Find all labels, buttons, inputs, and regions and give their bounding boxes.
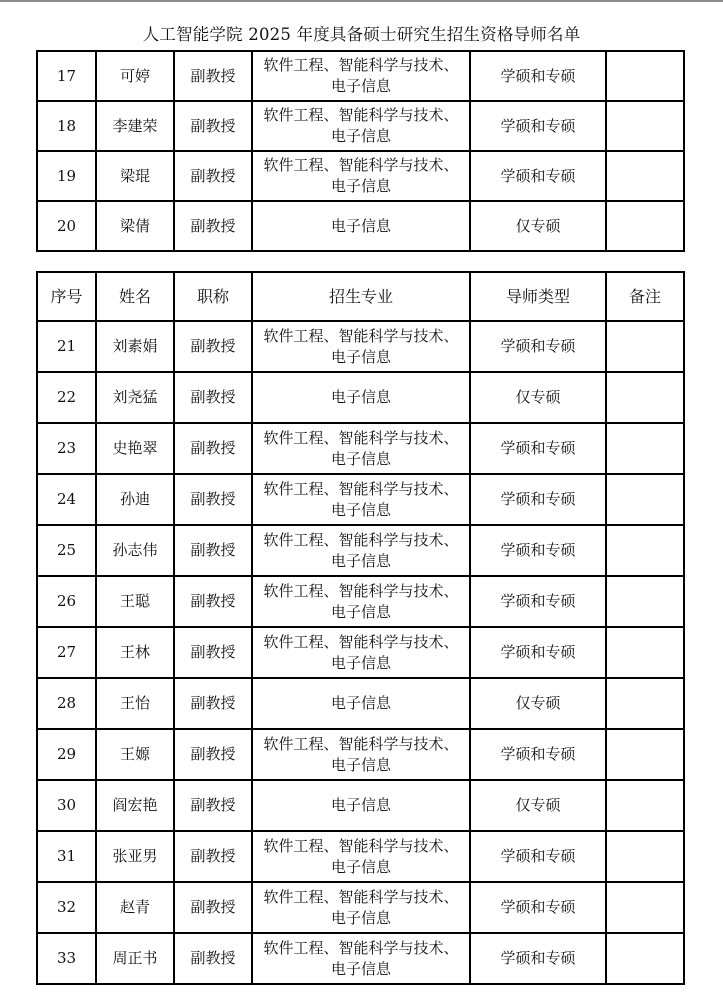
- table-row: [37, 729, 684, 780]
- table-row: [37, 101, 684, 151]
- cell-name: 张亚男: [96, 831, 174, 882]
- major-line-2: 电子信息: [330, 857, 391, 876]
- cell-no: 31: [37, 831, 96, 882]
- cell-name: 孙迪: [96, 474, 174, 525]
- cell-no: 20: [37, 201, 96, 251]
- cell-name: 可婷: [96, 51, 174, 101]
- cell-no: 22: [37, 372, 96, 423]
- cell-note: [606, 151, 684, 201]
- cell-name: 史艳翠: [96, 423, 174, 474]
- table-row: [37, 831, 684, 882]
- cell-title: 副教授: [174, 321, 252, 372]
- cell-title: 副教授: [174, 372, 252, 423]
- major-line-1: 软件工程、智能科学与技术、: [263, 581, 459, 600]
- cell-advisor-type: 学硕和专硕: [470, 882, 606, 933]
- cell-no: 28: [37, 678, 96, 729]
- major-line-1: 软件工程、智能科学与技术、: [263, 479, 459, 498]
- cell-name: 刘尧猛: [96, 372, 174, 423]
- table-row: [37, 780, 684, 831]
- advisor-table-continued: [36, 50, 685, 252]
- cell-advisor-type: 学硕和专硕: [470, 627, 606, 678]
- column-header-name: 姓名: [96, 272, 174, 321]
- cell-advisor-type: 学硕和专硕: [470, 423, 606, 474]
- column-header-type: 导师类型: [470, 272, 606, 321]
- cell-note: [606, 372, 684, 423]
- cell-name: 周正书: [96, 933, 174, 984]
- major-line-1: 电子信息: [330, 796, 391, 814]
- cell-note: [606, 474, 684, 525]
- column-header-title: 职称: [174, 272, 252, 321]
- major-line-1: 软件工程、智能科学与技术、: [263, 56, 459, 74]
- table-row: [37, 525, 684, 576]
- cell-title: 副教授: [174, 525, 252, 576]
- advisor-table: [36, 271, 685, 985]
- cell-no: 25: [37, 525, 96, 576]
- major-line-2: 电子信息: [330, 551, 391, 570]
- cell-name: 李建荣: [96, 101, 174, 151]
- cell-major: [252, 831, 470, 882]
- cell-note: [606, 627, 684, 678]
- table-row: [37, 51, 684, 101]
- major-line-2: 电子信息: [330, 959, 391, 978]
- cell-advisor-type: 学硕和专硕: [470, 525, 606, 576]
- major-line-1: 软件工程、智能科学与技术、: [263, 428, 459, 447]
- cell-name: 王嫄: [96, 729, 174, 780]
- major-line-1: 软件工程、智能科学与技术、: [263, 326, 459, 345]
- cell-major: [252, 525, 470, 576]
- cell-no: 29: [37, 729, 96, 780]
- cell-major: [252, 780, 470, 831]
- cell-title: 副教授: [174, 678, 252, 729]
- major-line-2: 电子信息: [330, 653, 391, 672]
- cell-title: 副教授: [174, 729, 252, 780]
- major-line-1: 软件工程、智能科学与技术、: [263, 106, 459, 124]
- cell-advisor-type: 仅专硕: [470, 372, 606, 423]
- cell-name: 王聪: [96, 576, 174, 627]
- document-title: 人工智能学院 2025 年度具备硕士研究生招生资格导师名单: [142, 25, 581, 44]
- table-header-row: [37, 272, 684, 321]
- column-header-note: 备注: [606, 272, 684, 321]
- cell-note: [606, 678, 684, 729]
- cell-major: [252, 933, 470, 984]
- cell-major: [252, 201, 470, 251]
- table-row: [37, 474, 684, 525]
- cell-major: [252, 678, 470, 729]
- major-line-1: 软件工程、智能科学与技术、: [263, 938, 459, 957]
- cell-major: [252, 423, 470, 474]
- cell-major: [252, 321, 470, 372]
- cell-no: 33: [37, 933, 96, 984]
- cell-note: [606, 882, 684, 933]
- major-line-2: 电子信息: [330, 500, 391, 519]
- major-line-1: 软件工程、智能科学与技术、: [263, 530, 459, 549]
- table-row: [37, 372, 684, 423]
- table-row: [37, 627, 684, 678]
- major-line-2: 电子信息: [330, 602, 391, 621]
- cell-name: 王林: [96, 627, 174, 678]
- page-top-rule: [0, 0, 723, 2]
- cell-title: 副教授: [174, 201, 252, 251]
- cell-no: 27: [37, 627, 96, 678]
- cell-major: [252, 882, 470, 933]
- major-line-1: 软件工程、智能科学与技术、: [263, 836, 459, 855]
- major-line-1: 软件工程、智能科学与技术、: [263, 734, 459, 753]
- major-line-1: 软件工程、智能科学与技术、: [263, 887, 459, 906]
- cell-note: [606, 831, 684, 882]
- table-row: [37, 576, 684, 627]
- cell-no: 32: [37, 882, 96, 933]
- advisor-table-body: [37, 321, 684, 984]
- cell-title: 副教授: [174, 151, 252, 201]
- cell-major: [252, 729, 470, 780]
- cell-note: [606, 576, 684, 627]
- major-line-2: 电子信息: [330, 347, 391, 366]
- cell-title: 副教授: [174, 627, 252, 678]
- cell-name: 孙志伟: [96, 525, 174, 576]
- cell-no: 18: [37, 101, 96, 151]
- cell-major: [252, 51, 470, 101]
- table-row: [37, 423, 684, 474]
- cell-advisor-type: 学硕和专硕: [470, 101, 606, 151]
- cell-no: 19: [37, 151, 96, 201]
- cell-major: [252, 576, 470, 627]
- cell-note: [606, 729, 684, 780]
- cell-no: 26: [37, 576, 96, 627]
- column-header-no: 序号: [37, 272, 96, 321]
- table-row: [37, 882, 684, 933]
- major-line-2: 电子信息: [330, 77, 391, 95]
- major-line-2: 电子信息: [330, 127, 391, 145]
- cell-title: 副教授: [174, 423, 252, 474]
- cell-title: 副教授: [174, 882, 252, 933]
- cell-note: [606, 321, 684, 372]
- cell-note: [606, 933, 684, 984]
- cell-title: 副教授: [174, 576, 252, 627]
- cell-note: [606, 423, 684, 474]
- major-line-1: 电子信息: [330, 216, 391, 235]
- advisor-table-continued-body: [37, 51, 684, 251]
- cell-no: 17: [37, 51, 96, 101]
- cell-note: [606, 780, 684, 831]
- cell-name: 赵青: [96, 882, 174, 933]
- cell-major: [252, 372, 470, 423]
- cell-note: [606, 51, 684, 101]
- cell-title: 副教授: [174, 474, 252, 525]
- cell-no: 23: [37, 423, 96, 474]
- cell-advisor-type: 学硕和专硕: [470, 576, 606, 627]
- cell-title: 副教授: [174, 51, 252, 101]
- major-line-1: 电子信息: [330, 388, 391, 406]
- cell-title: 副教授: [174, 101, 252, 151]
- cell-major: [252, 627, 470, 678]
- cell-advisor-type: 学硕和专硕: [470, 474, 606, 525]
- major-line-1: 软件工程、智能科学与技术、: [263, 632, 459, 651]
- cell-title: 副教授: [174, 780, 252, 831]
- cell-no: 21: [37, 321, 96, 372]
- cell-advisor-type: 仅专硕: [470, 201, 606, 251]
- cell-name: 梁倩: [96, 201, 174, 251]
- table-row: [37, 933, 684, 984]
- cell-major: [252, 474, 470, 525]
- cell-major: [252, 101, 470, 151]
- major-line-2: 电子信息: [330, 177, 391, 195]
- cell-title: 副教授: [174, 831, 252, 882]
- cell-note: [606, 101, 684, 151]
- cell-advisor-type: 学硕和专硕: [470, 51, 606, 101]
- cell-no: 24: [37, 474, 96, 525]
- cell-name: 阎宏艳: [96, 780, 174, 831]
- major-line-2: 电子信息: [330, 755, 391, 774]
- cell-title: 副教授: [174, 933, 252, 984]
- cell-note: [606, 201, 684, 251]
- column-header-major: 招生专业: [252, 272, 470, 321]
- major-line-1: 电子信息: [330, 694, 391, 712]
- major-line-1: 软件工程、智能科学与技术、: [263, 156, 459, 174]
- cell-name: 王怡: [96, 678, 174, 729]
- cell-advisor-type: 学硕和专硕: [470, 321, 606, 372]
- cell-advisor-type: 仅专硕: [470, 678, 606, 729]
- table-row: [37, 321, 684, 372]
- cell-advisor-type: 学硕和专硕: [470, 933, 606, 984]
- cell-advisor-type: 学硕和专硕: [470, 151, 606, 201]
- table-row: [37, 151, 684, 201]
- cell-no: 30: [37, 780, 96, 831]
- cell-note: [606, 525, 684, 576]
- cell-advisor-type: 仅专硕: [470, 780, 606, 831]
- cell-name: 梁琨: [96, 151, 174, 201]
- major-line-2: 电子信息: [330, 908, 391, 927]
- cell-advisor-type: 学硕和专硕: [470, 831, 606, 882]
- table-row: [37, 201, 684, 251]
- cell-major: [252, 151, 470, 201]
- cell-advisor-type: 学硕和专硕: [470, 729, 606, 780]
- major-line-2: 电子信息: [330, 449, 391, 468]
- table-row: [37, 678, 684, 729]
- cell-name: 刘素娟: [96, 321, 174, 372]
